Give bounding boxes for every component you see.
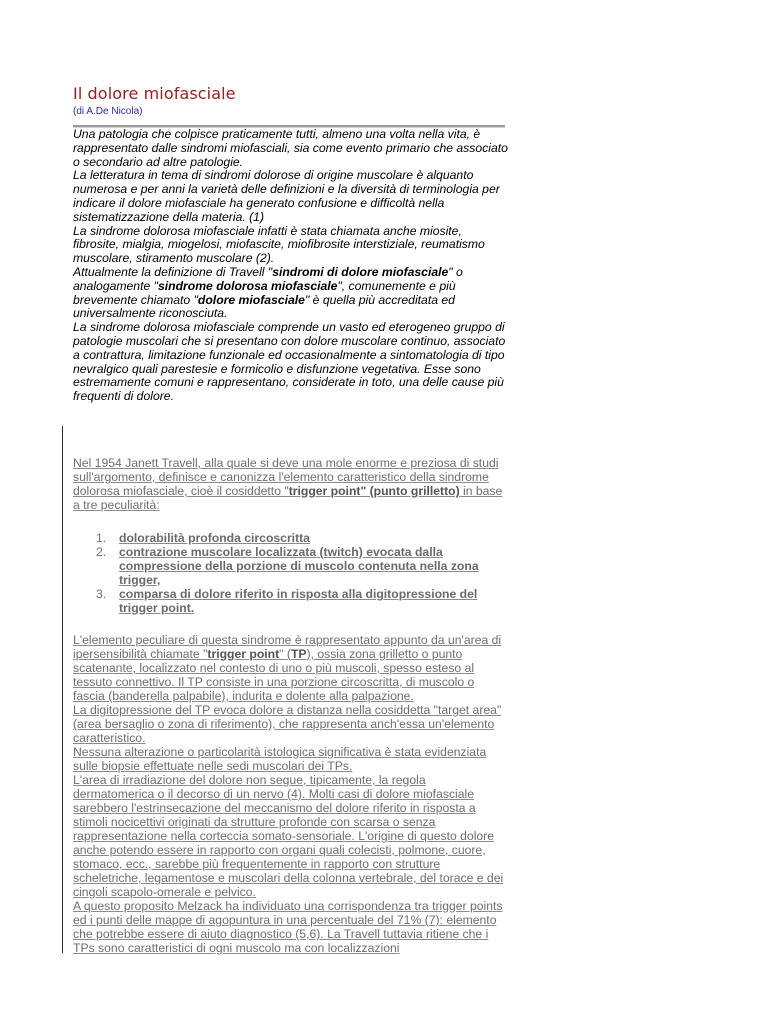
list-item[interactable] [96, 531, 505, 545]
article-title: Il dolore miofasciale [73, 84, 236, 103]
text-run: ", comunemente e più brevemente chiamato " [73, 278, 456, 307]
text-run: " o analogamente " [73, 264, 463, 293]
linked-section[interactable] [73, 456, 505, 955]
text-run: Attualmente la definizione di Travell " [73, 264, 273, 279]
list-item-text: contrazione muscolare localizzata (twitch) evocata dalla compressione della porzione di muscolo contenuta nella zona trigger, [119, 545, 479, 587]
list-item[interactable] [96, 545, 505, 587]
list-number: 2. [96, 545, 107, 559]
intro-paragraph: La letteratura in tema di sindromi dolorose di origine muscolare è alquanto numerosa e per anni la varietà delle definizioni e la diversità di terminologia per indicare il dolore miofasciale ha generato confusione e difficoltà nella sistematizzazione della materia. (1) [73, 168, 500, 224]
list-item-text: comparsa di dolore riferito in risposta alla digitopressione del trigger point. [119, 587, 478, 615]
text-run: ), ossia zona grilletto o punto scatenante, localizzato nel contesto di uno o più muscoli, spesso esteso al tessuto connettivo. Il TP consiste in una porzione circoscritta, di muscolo o fascia (banderella palpabile), indurita e dolente alla palpazione. [73, 647, 475, 703]
bold-term: trigger point [207, 647, 280, 661]
peculiarity-list [73, 531, 505, 615]
bold-term: dolore miofasciale [197, 292, 305, 307]
list-item[interactable] [96, 587, 505, 615]
list-number: 3. [96, 587, 107, 601]
list-number: 1. [96, 531, 107, 545]
intro-paragraph [73, 266, 511, 321]
article-byline: (di A.De Nicola) [73, 106, 143, 117]
section-lead[interactable] [73, 456, 505, 512]
section-paragraph[interactable]: L'area di irradiazione del dolore non segue, tipicamente, la regola dermatomerica o il decorso di un nervo (4). Molti casi di dolore miofasciale sarebbero l'estrinsecazione del meccanismo del dolore riferito in risposta a stimoli nocicettivi originati da strutture profonde con scarsa o senza rappresentazione nella corteccia somato-sensoriale. L'origine di questo dolore anche potendo essere in rapporto con organi quali colecisti, polmone, cuore, stomaco, ecc., sarebbe più frequentemente in rapporto con strutture scheletriche, legamentose e muscolari della colonna vertebrale, del torace e dei cingoli scapolo-omerale e pelvico. [73, 773, 504, 899]
text-run: Nel 1954 Janett Travell, alla quale si deve una mole enorme e preziosa di studi sull'argomento, definisce e canonizza l'elemento caratteristico della sindrome dolorosa miofasciale, cioè il cosiddetto " [73, 456, 499, 498]
intro-text [73, 128, 511, 404]
intro-paragraph: Una patologia che colpisce praticamente tutti, almeno una volta nella vita, è rappresentato dalle sindromi miofasciali, sia come evento primario che associato o secondario ad altre patologie. [73, 127, 508, 169]
section-paragraph[interactable]: Nessuna alterazione o particolarità istologica significativa è stata evidenziata sulle biopsie effettuate nelle sedi muscolari dei TPs. [73, 745, 487, 773]
bold-term: sindromi di dolore miofasciale [272, 264, 449, 279]
intro-paragraph: La sindrome dolorosa miofasciale comprende un vasto ed eterogeneo gruppo di patologie muscolari che si presentano con dolore muscolare continuo, associato a contrattura, limitazione funzionale ed occasionalmente a sintomatologia di tipo nevralgico quali parestesie e formicolio e disfunzione vegetativa. Esse sono estremamente comuni e rappresentano, considerate in toto, una delle cause più frequenti di dolore. [73, 320, 506, 404]
text-run: " ( [279, 647, 291, 661]
text-run: L'elemento peculiare di questa sindrome è rappresentato appunto da un'area di ipersensibilità chiamate " [73, 633, 502, 661]
bold-term: sindrome dolorosa miofasciale [157, 278, 338, 293]
bold-term: trigger point" (punto grilletto) [288, 484, 460, 498]
bold-term: TP [290, 647, 307, 661]
text-run: " è quella più accreditata ed universalmente riconosciuta. [73, 292, 455, 321]
quote-margin-line [62, 426, 63, 953]
section-paragraph[interactable] [73, 633, 505, 703]
section-paragraph[interactable]: A questo proposito Melzack ha individuato una corrispondenza tra trigger points ed i punti delle mappe di agopuntura in una percentuale del 71% (7): elemento che potrebbe essere di aiuto diagnostico (5,6). La Travell tuttavia ritiene che i TPs sono caratteristici di ogni muscolo ma con localizzazioni [73, 899, 503, 955]
list-item-text: dolorabilità profonda circoscritta [119, 531, 310, 545]
section-paragraph[interactable]: La digitopressione del TP evoca dolore a distanza nella cosiddetta "target area" (area bersaglio o zona di riferimento), che rappresenta anch'essa un'elemento caratteristico. [73, 703, 502, 745]
intro-paragraph: La sindrome dolorosa miofasciale infatti è stata chiamata anche miosite, fibrosite, mialgia, miogelosi, miofascite, miofibrosite interstiziale, reumatismo muscolare, stiramento muscolare (2). [73, 223, 485, 266]
text-run: in base a tre peculiarità: [73, 484, 503, 512]
